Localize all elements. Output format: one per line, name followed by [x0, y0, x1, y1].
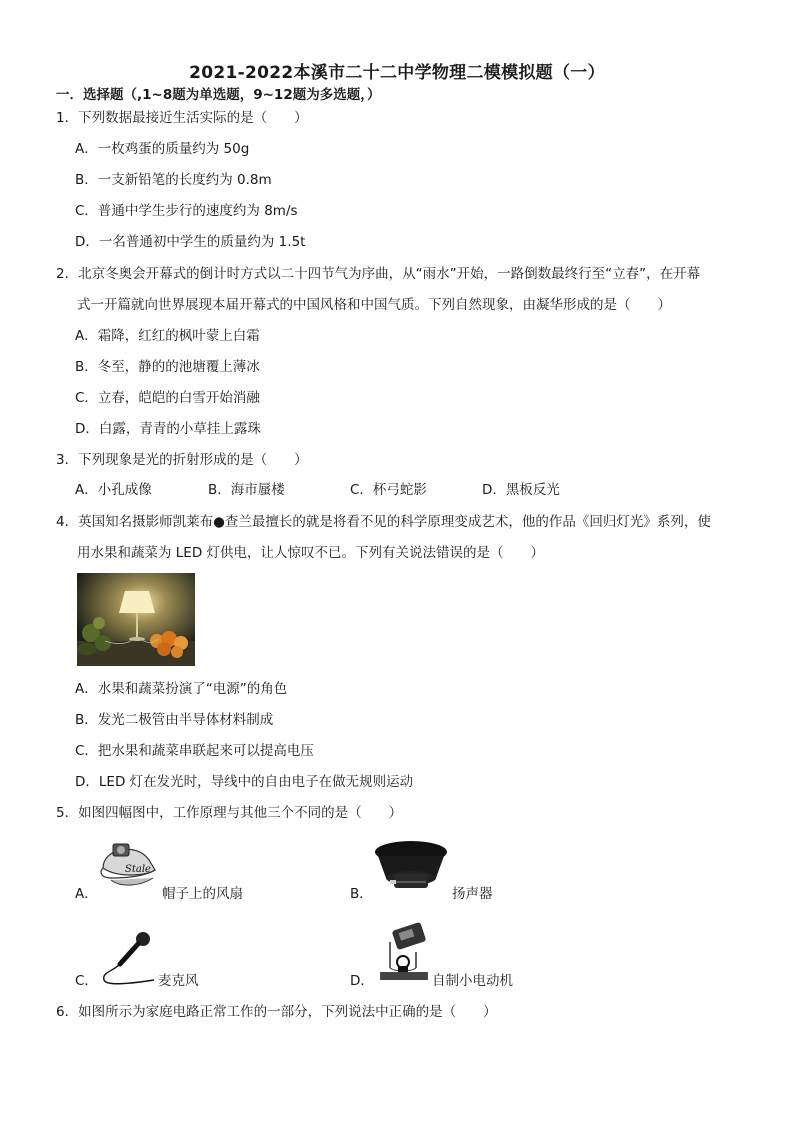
question-2-option-d[interactable]: D．白露，青青的小草挂上露珠 — [75, 421, 261, 437]
question-6-stem: 6．如图所示为家庭电路正常工作的一部分，下列说法中正确的是（ ） — [56, 1004, 497, 1020]
page-title: 2021-2022本溪市二十二中学物理二模模拟题（一） — [189, 63, 605, 83]
question-3-option-b[interactable]: B．海市蜃楼 — [208, 482, 285, 498]
question-2-option-a[interactable]: A．霜降，红红的枫叶蒙上白霜 — [75, 328, 260, 344]
question-2-option-b[interactable]: B．冬至，静的的池塘覆上薄冰 — [75, 359, 260, 375]
question-5-option-d-letter[interactable]: D． — [350, 973, 374, 989]
question-2-stem-line1: 2．北京冬奥会开幕式的倒计时方式以二十四节气为序曲，从“雨水”开始，一路倒数最终行至“立春”，在开幕 — [56, 266, 701, 282]
question-4-option-c[interactable]: C．把水果和蔬菜串联起来可以提高电压 — [75, 743, 314, 759]
cap-fan-image — [97, 838, 161, 890]
question-4-stem-line2: 用水果和蔬菜为 LED 灯供电，让人惊叹不已。下列有关说法错误的是（ ） — [77, 545, 545, 561]
question-4-stem-line1: 4．英国知名摄影师凯莱布●查兰最擅长的就是将看不见的科学原理变成艺术，他的作品《回归灯光》系列，使 — [56, 514, 711, 530]
question-4-option-b[interactable]: B．发光二极管由半导体材料制成 — [75, 712, 274, 728]
question-5-option-b-letter[interactable]: B． — [350, 886, 373, 902]
question-4-option-a[interactable]: A．水果和蔬菜扮演了“电源”的角色 — [75, 681, 288, 697]
question-5-option-c-caption: 麦克风 — [158, 973, 199, 989]
question-2-stem-line2: 式一开篇就向世界展现本届开幕式的中国风格和中国气质。下列自然现象，由凝华形成的是（ ） — [77, 297, 671, 313]
question-5-option-b-caption: 扬声器 — [452, 886, 493, 902]
question-1-option-d[interactable]: D．一名普通初中学生的质量约为 1.5t — [75, 234, 306, 250]
speaker-image — [372, 838, 450, 894]
question-4-option-d[interactable]: D．LED 灯在发光时，导线中的自由电子在做无规则运动 — [75, 774, 414, 790]
section-heading: 一．选择题（,1~8题为单选题，9~12题为多选题，） — [56, 87, 381, 103]
question-5-option-c-letter[interactable]: C． — [75, 973, 98, 989]
question-1-option-b[interactable]: B．一支新铅笔的长度约为 0.8m — [75, 172, 272, 188]
question-3-option-a[interactable]: A．小孔成像 — [75, 482, 152, 498]
microphone-image — [98, 928, 156, 988]
question-1-option-c[interactable]: C．普通中学生步行的速度约为 8m/s — [75, 203, 298, 219]
question-1-option-a[interactable]: A．一枚鸡蛋的质量约为 50g — [75, 141, 250, 157]
fruit-lamp-photo — [77, 573, 195, 666]
question-5-option-a-letter[interactable]: A． — [75, 886, 98, 902]
question-5-option-a-caption: 帽子上的风扇 — [162, 886, 243, 902]
cap-logo-text: Stale — [125, 864, 151, 875]
question-1-stem: 1．下列数据最接近生活实际的是（ ） — [56, 110, 308, 126]
question-3-stem: 3．下列现象是光的折射形成的是（ ） — [56, 452, 308, 468]
question-5-option-d-caption: 自制小电动机 — [432, 973, 513, 989]
question-2-option-c[interactable]: C．立春，皑皑的白雪开始消融 — [75, 390, 260, 406]
question-3-option-c[interactable]: C．杯弓蛇影 — [350, 482, 427, 498]
question-3-option-d[interactable]: D．黑板反光 — [482, 482, 560, 498]
homemade-motor-image — [376, 922, 432, 984]
question-5-stem: 5．如图四幅图中，工作原理与其他三个不同的是（ ） — [56, 805, 403, 821]
